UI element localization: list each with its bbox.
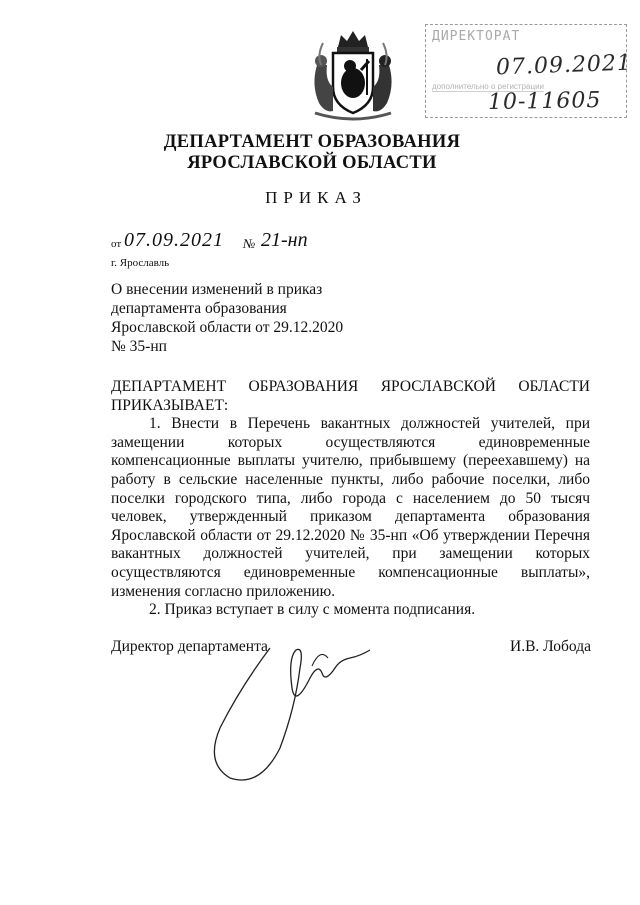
- doc-type-heading: ПРИКАЗ: [265, 188, 367, 207]
- stamp-reg-number: 10-11605: [487, 88, 602, 115]
- city-label: г. Ярославль: [111, 257, 170, 269]
- handwritten-signature-icon: [200, 628, 390, 788]
- subject-line: департамента образования: [111, 300, 287, 317]
- subject-line: № 35-нп: [111, 338, 167, 355]
- coat-of-arms-bear-icon: [303, 25, 403, 125]
- order-item-2: 2. Приказ вступает в силу с момента подписания.: [149, 601, 476, 619]
- signatory-position: Директор департамента: [111, 638, 268, 655]
- order-subject: [111, 280, 343, 356]
- order-lead: ДЕПАРТАМЕНТ ОБРАЗОВАНИЯ ЯРОСЛАВСКОЙ ОБЛАСТИ ПРИКАЗЫВАЕТ:: [111, 378, 590, 414]
- org-title-line2: ЯРОСЛАВСКОЙ ОБЛАСТИ: [187, 153, 437, 173]
- handwritten-date: 07.09.2021: [124, 229, 224, 251]
- stamp-caption: дополнительно о регистрации: [432, 82, 544, 91]
- date-prefix: от: [111, 238, 122, 250]
- order-item-1: 1. Внести в Перечень вакантных должностей учителей, при замещении которых осуществляются единовременные компенсационные выплаты учителю, прибывшему (переехавшему) на работу в сельские населенные пункты, либо рабочие поселки, либо поселки городского типа, либо города с населением до 50 тысяч человек, утвержденный приказом департамента образования Ярославской области от 29.12.2020 № 35-нп «Об утверждении Перечня вакантных должностей учителей, при замещении которых осуществляются единовременные компенсационные выплаты», изменения согласно приложению.: [111, 415, 590, 600]
- org-title-line1: ДЕПАРТАМЕНТ ОБРАЗОВАНИЯ: [163, 132, 461, 152]
- number-prefix: №: [243, 236, 256, 251]
- registration-stamp: [425, 24, 633, 118]
- signatory-name: И.В. Лобода: [510, 638, 591, 655]
- order-body: [111, 378, 590, 620]
- handwritten-number: 21-нп: [261, 229, 308, 251]
- stamp-date: 07.09.2021: [495, 50, 633, 81]
- stamp-header: ДИРЕКТОРАТ: [432, 29, 521, 44]
- subject-line: О внесении изменений в приказ: [111, 281, 323, 298]
- subject-line: Ярославской области от 29.12.2020: [111, 319, 344, 336]
